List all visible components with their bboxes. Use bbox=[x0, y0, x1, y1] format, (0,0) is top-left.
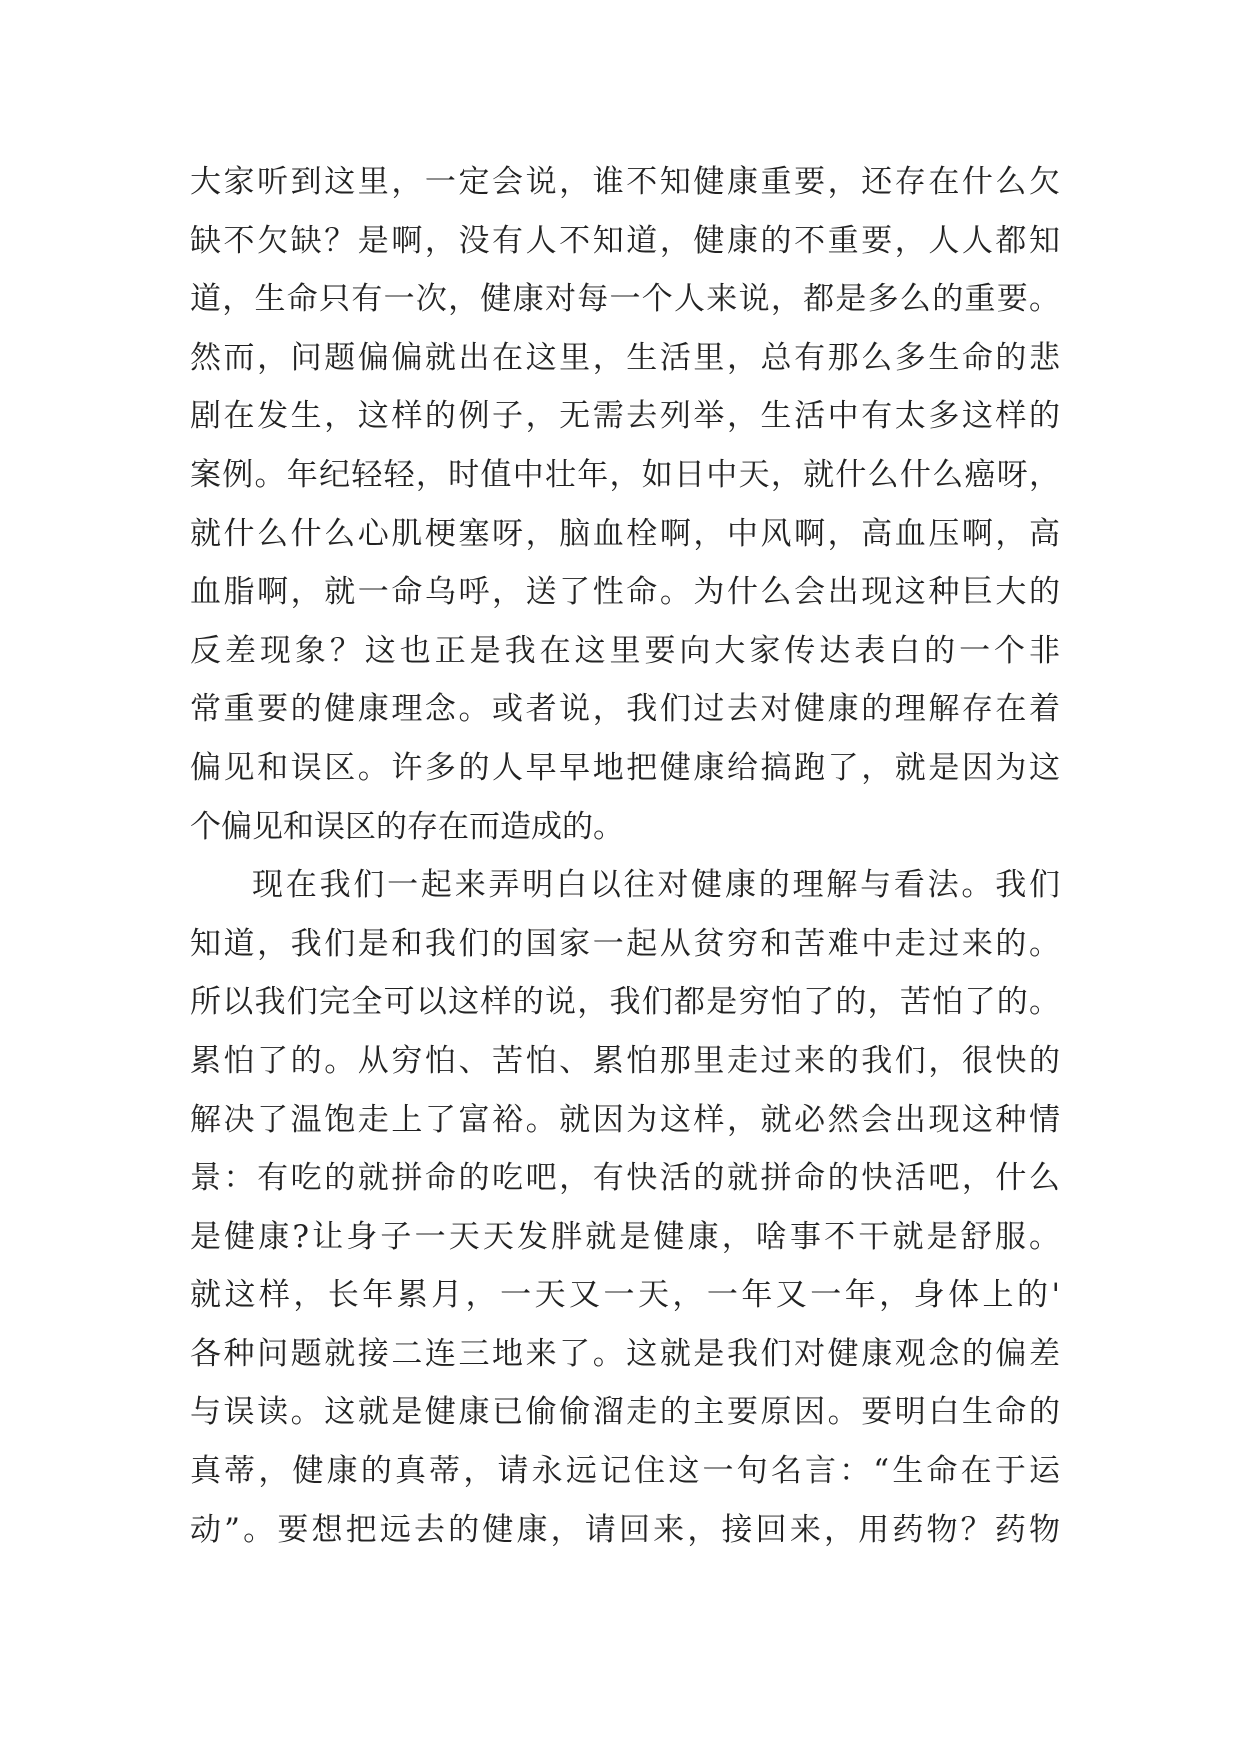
text-line: 剧在发生，这样的例子，无需去列举，生活中有太多这样的 bbox=[190, 398, 1060, 435]
text-line: 偏见和误区。许多的人早早地把健康给搞跑了，就是因为这 bbox=[190, 749, 1060, 786]
text-line: 累怕了的。从穷怕、苦怕、累怕那里走过来的我们，很快的 bbox=[190, 1042, 1060, 1079]
text-line: 真蒂，健康的真蒂，请永远记住这一句名言：“生命在于运 bbox=[190, 1453, 1060, 1490]
text-line: 大家听到这里，一定会说，谁不知健康重要，还存在什么欠 bbox=[190, 164, 1060, 200]
text-line: 景：有吃的就拼命的吃吧，有快活的就拼命的快活吧，什么 bbox=[190, 1160, 1060, 1197]
text-line: 道，生命只有一次，健康对每一个人来说，都是多么的重要。 bbox=[190, 281, 1060, 318]
text-line: 常重要的健康理念。或者说，我们过去对健康的理解存在着 bbox=[190, 691, 1060, 728]
text-line: 是健康?让身子一天天发胖就是健康，啥事不干就是舒服。 bbox=[190, 1218, 1060, 1255]
text-line: 就什么什么心肌梗塞呀，脑血栓啊，中风啊，高血压啊，高 bbox=[190, 515, 1060, 552]
text-line: 与误读。这就是健康已偷偷溜走的主要原因。要明白生命的 bbox=[190, 1394, 1060, 1431]
text-line: 就这样，长年累月，一天又一天，一年又一年，身体上的' bbox=[190, 1277, 1060, 1314]
text-line: 知道，我们是和我们的国家一起从贫穷和苦难中走过来的。 bbox=[190, 925, 1060, 962]
text-line: 案例。年纪轻轻，时值中壮年，如日中天，就什么什么癌呀， bbox=[190, 456, 1060, 493]
text-line: 反差现象？这也正是我在这里要向大家传达表白的一个非 bbox=[190, 632, 1060, 669]
paragraph bbox=[190, 153, 1060, 856]
text-line: 然而，问题偏偏就出在这里，生活里，总有那么多生命的悲 bbox=[190, 339, 1060, 376]
text-line: 各种问题就接二连三地来了。这就是我们对健康观念的偏差 bbox=[190, 1335, 1060, 1372]
text-line: 动”。要想把远去的健康，请回来，接回来，用药物？药物 bbox=[190, 1511, 1060, 1548]
body-text bbox=[190, 153, 1060, 1559]
text-line: 个偏见和误区的存在而造成的。 bbox=[190, 808, 624, 845]
text-line: 缺不欠缺？是啊，没有人不知道，健康的不重要，人人都知 bbox=[190, 222, 1060, 259]
text-line: 解决了温饱走上了富裕。就因为这样，就必然会出现这种情 bbox=[190, 1101, 1060, 1138]
paragraph bbox=[190, 856, 1060, 1559]
text-line: 血脂啊，就一命乌呼，送了性命。为什么会出现这种巨大的 bbox=[190, 574, 1060, 611]
text-line: 现在我们一起来弄明白以往对健康的理解与看法。我们 bbox=[252, 867, 1060, 904]
text-line: 所以我们完全可以这样的说，我们都是穷怕了的，苦怕了的。 bbox=[190, 984, 1060, 1021]
